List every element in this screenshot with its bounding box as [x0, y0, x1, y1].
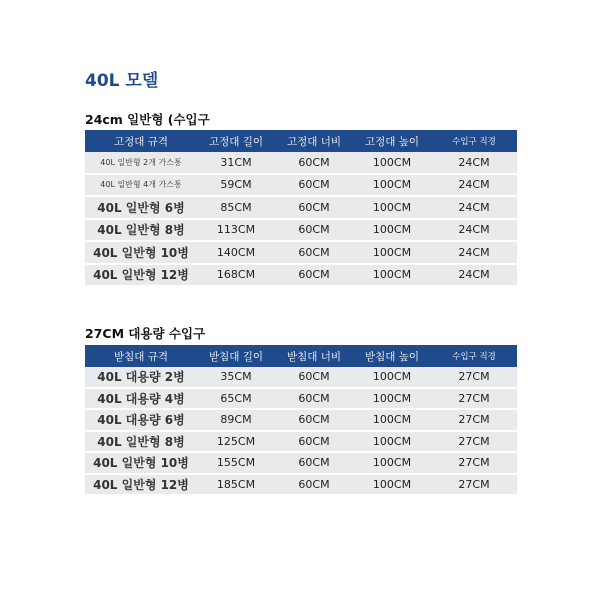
length-cell: 35CM — [197, 367, 275, 388]
spec-table-27cm — [85, 345, 517, 496]
width-cell: 60CM — [275, 431, 353, 453]
length-cell: 168CM — [197, 264, 275, 287]
height-cell: 100CM — [353, 474, 431, 496]
diameter-cell: 24CM — [431, 152, 517, 174]
table-header-row — [85, 345, 517, 367]
length-cell: 155CM — [197, 452, 275, 474]
table-row — [85, 174, 517, 197]
height-cell: 100CM — [353, 367, 431, 388]
length-cell: 59CM — [197, 174, 275, 197]
diameter-cell: 27CM — [431, 388, 517, 410]
column-header: 고정대 길이 — [197, 130, 275, 152]
spec-name-cell: 40L 대용량 6병 — [85, 409, 197, 431]
column-header: 받침대 높이 — [353, 345, 431, 367]
height-cell: 100CM — [353, 152, 431, 174]
column-header: 고정대 높이 — [353, 130, 431, 152]
diameter-cell: 27CM — [431, 452, 517, 474]
table-row — [85, 452, 517, 474]
diameter-cell: 24CM — [431, 174, 517, 197]
column-header: 수입구 직경 — [431, 345, 517, 367]
width-cell: 60CM — [275, 452, 353, 474]
width-cell: 60CM — [275, 409, 353, 431]
diameter-cell: 24CM — [431, 241, 517, 264]
width-cell: 60CM — [275, 219, 353, 242]
length-cell: 85CM — [197, 196, 275, 219]
height-cell: 100CM — [353, 452, 431, 474]
spec-name-cell: 40L 일반형 12병 — [85, 474, 197, 496]
length-cell: 185CM — [197, 474, 275, 496]
spec-name-cell: 40L 일반형 10병 — [85, 241, 197, 264]
column-header: 수입구 직경 — [431, 130, 517, 152]
length-cell: 125CM — [197, 431, 275, 453]
height-cell: 100CM — [353, 196, 431, 219]
table-row — [85, 241, 517, 264]
diameter-cell: 27CM — [431, 474, 517, 496]
table-row — [85, 264, 517, 287]
height-cell: 100CM — [353, 174, 431, 197]
width-cell: 60CM — [275, 152, 353, 174]
spec-table-24cm — [85, 130, 517, 287]
height-cell: 100CM — [353, 264, 431, 287]
spec-name-cell: 40L 일반형 6병 — [85, 196, 197, 219]
table-row — [85, 431, 517, 453]
section-title-24cm: 24cm 일반형 (수입구 — [85, 112, 210, 127]
width-cell: 60CM — [275, 174, 353, 197]
width-cell: 60CM — [275, 241, 353, 264]
width-cell: 60CM — [275, 474, 353, 496]
width-cell: 60CM — [275, 367, 353, 388]
height-cell: 100CM — [353, 388, 431, 410]
spec-name-cell: 40L 일반형 12병 — [85, 264, 197, 287]
table-row — [85, 474, 517, 496]
spec-name-cell: 40L 일반형 10병 — [85, 452, 197, 474]
length-cell: 65CM — [197, 388, 275, 410]
diameter-cell: 24CM — [431, 264, 517, 287]
column-header: 고정대 규격 — [85, 130, 197, 152]
table-row — [85, 367, 517, 388]
width-cell: 60CM — [275, 388, 353, 410]
height-cell: 100CM — [353, 241, 431, 264]
width-cell: 60CM — [275, 264, 353, 287]
length-cell: 89CM — [197, 409, 275, 431]
column-header: 받침대 길이 — [197, 345, 275, 367]
model-title: 40L 모델 — [85, 71, 159, 91]
spec-name-cell: 40L 일반형 2개 가스통 — [85, 152, 197, 174]
diameter-cell: 27CM — [431, 367, 517, 388]
section-title-27cm: 27CM 대용량 수입구 — [85, 326, 206, 341]
height-cell: 100CM — [353, 219, 431, 242]
column-header: 받침대 너비 — [275, 345, 353, 367]
length-cell: 113CM — [197, 219, 275, 242]
column-header: 받침대 규격 — [85, 345, 197, 367]
spec-name-cell: 40L 일반형 4개 가스통 — [85, 174, 197, 197]
table-row — [85, 152, 517, 174]
diameter-cell: 24CM — [431, 219, 517, 242]
diameter-cell: 27CM — [431, 409, 517, 431]
height-cell: 100CM — [353, 431, 431, 453]
table-row — [85, 219, 517, 242]
table-row — [85, 388, 517, 410]
diameter-cell: 24CM — [431, 196, 517, 219]
spec-name-cell: 40L 일반형 8병 — [85, 431, 197, 453]
table-row — [85, 196, 517, 219]
table-row — [85, 409, 517, 431]
height-cell: 100CM — [353, 409, 431, 431]
diameter-cell: 27CM — [431, 431, 517, 453]
table-header-row — [85, 130, 517, 152]
column-header: 고정대 너비 — [275, 130, 353, 152]
spec-name-cell: 40L 일반형 8병 — [85, 219, 197, 242]
length-cell: 31CM — [197, 152, 275, 174]
spec-name-cell: 40L 대용량 4병 — [85, 388, 197, 410]
spec-name-cell: 40L 대용량 2병 — [85, 367, 197, 388]
width-cell: 60CM — [275, 196, 353, 219]
length-cell: 140CM — [197, 241, 275, 264]
